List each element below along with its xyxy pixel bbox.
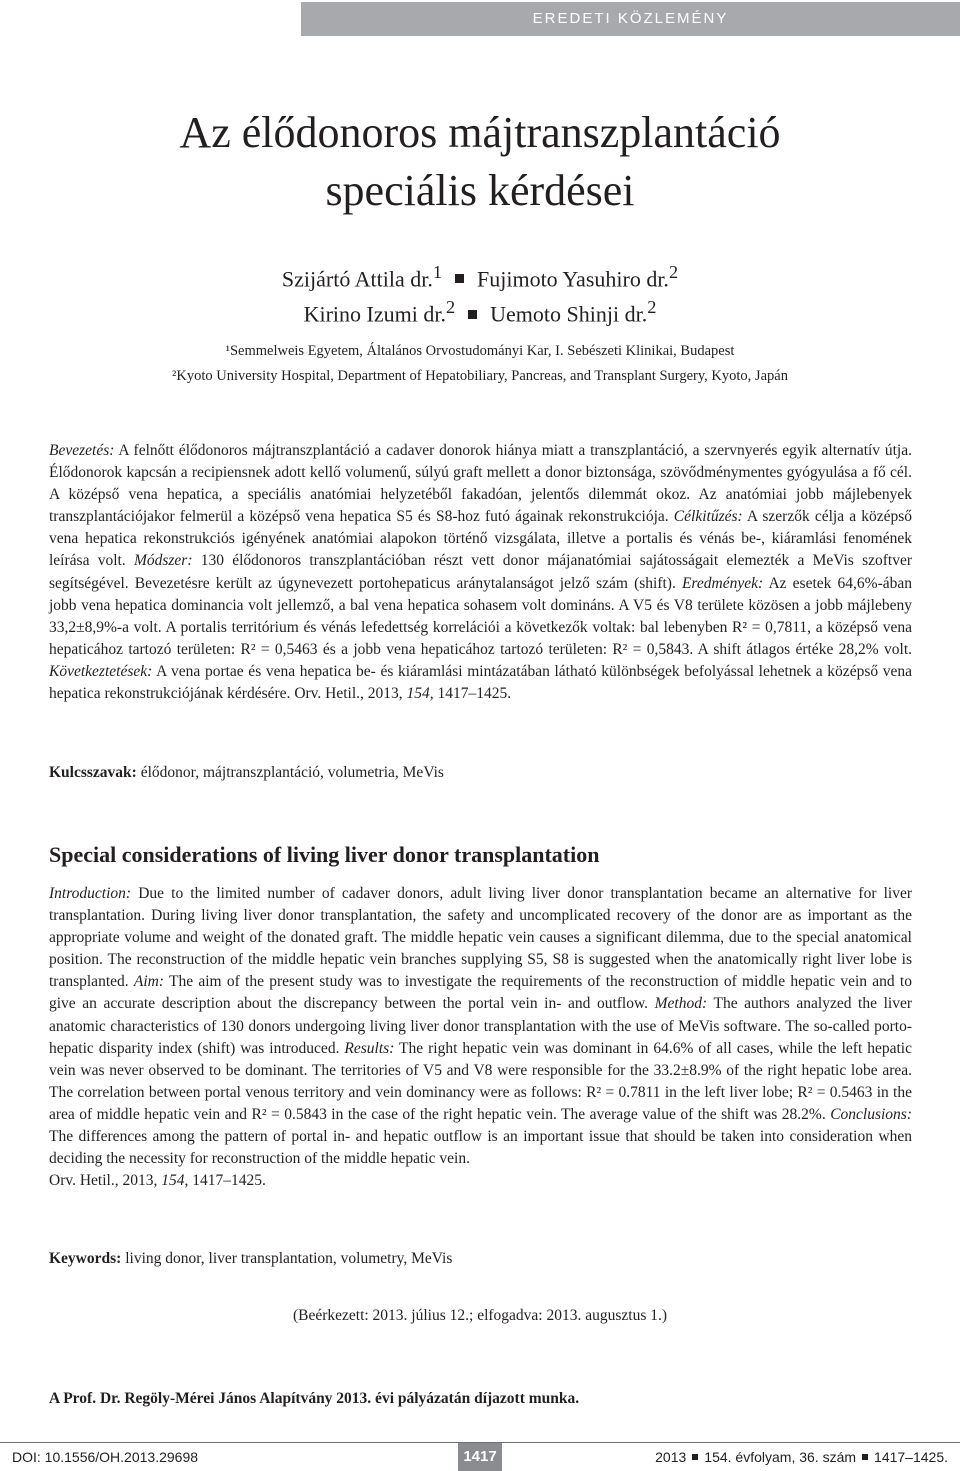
- author-affiliation-marker: 2: [668, 262, 679, 282]
- abstract-intro-label: Bevezetés:: [49, 442, 115, 459]
- affiliation-1: ¹Semmelweis Egyetem, Általános Orvostudományi Kar, I. Sebészeti Klinikai, Budapest: [225, 343, 735, 359]
- title-line-2: speciális kérdései: [325, 166, 635, 215]
- author-name: Uemoto Shinji dr.: [490, 301, 648, 327]
- author-name: Szijártó Attila dr.: [281, 266, 433, 292]
- keywords-text: living donor, liver transplantation, volumetry, MeVis: [121, 1250, 453, 1267]
- issue-year: 2013: [655, 1449, 687, 1465]
- author-line-1: [0, 258, 960, 293]
- abstract-method-text: 130 élődonoros transzplantációban részt vett donor májanatómiai sajátosságait elemezték a MeVis szoftver segítségével. Bevezetésre került az úgynevezett portohepaticus aránytalanságot jelző szám (shift).: [49, 552, 913, 592]
- keywords-label: Kulcsszavak:: [49, 764, 137, 781]
- separator-square-icon: [692, 1454, 698, 1460]
- author-name: Fujimoto Yasuhiro dr.: [477, 266, 669, 292]
- affiliations: [0, 339, 960, 389]
- affiliation-2: ²Kyoto University Hospital, Department of Hepatobiliary, Pancreas, and Transplant Surgery, Kyoto, Japán: [172, 368, 788, 384]
- citation-prefix: Orv. Hetil., 2013,: [49, 1172, 162, 1190]
- citation-pages: 1417–1425.: [188, 1172, 266, 1190]
- abstract-method-text: The authors analyzed the liver anatomic characteristics of 130 donors undergoing living liver donor transplantation with the use of MeVis software. The so-called porto-hepatic disparity index (shift) was introduced.: [49, 995, 912, 1057]
- keywords-label: Keywords:: [49, 1250, 122, 1267]
- abstract-aim-text: The aim of the present study was to investigate the requirements of the reconstruction of middle hepatic vein and to give an accurate description about the discrepancy between the portal vein in- and outflow.: [49, 973, 912, 1013]
- author-affiliation-marker: 2: [647, 297, 657, 318]
- abstract-conclusion-label: Következtetések:: [49, 662, 153, 680]
- award-note: A Prof. Dr. Regöly-Mérei János Alapítvány 2013. évi pályázatán díjazott munka.: [49, 1390, 580, 1407]
- abstract-results-label: Results:: [344, 1039, 395, 1057]
- abstract-results-text: Az esetek 64,6%-ában jobb vena hepatica dominancia volt jellemző, a bal vena hepatica sohasem volt domináns. A V5 és V8 területe közösen a jobb májlebeny 33,2±8,9%-a volt. A portalis territórium és vénás lefedettség korrelációi a következők voltak: bal lebenyben R² = 0,7811, a középső vena hepaticához tartozó területen: R² = 0,5463 és a jobb vena hepaticához tartozó területen: R² = 0,5843. A shift átlagos értéke 28,2% volt.: [49, 574, 912, 658]
- abstract-aim-text: A szerzők célja a középső vena hepatica rekonstrukciós igényének anatómiai alapokon történő vizsgálata, illetve a portalis és vénás be-, kiáramlási fenomének leírása volt.: [49, 508, 912, 570]
- citation-prefix: Orv. Hetil., 2013,: [294, 685, 407, 703]
- abstract-aim-label: Célkitűzés:: [673, 508, 743, 526]
- separator-square-icon: [468, 310, 477, 319]
- abstract-english: [49, 883, 912, 1192]
- received-accepted-dates: (Beérkezett: 2013. július 12.; elfogadva: 2013. augusztus 1.): [292, 1307, 668, 1324]
- keywords-hungarian: [49, 762, 444, 784]
- page-footer: [0, 1442, 960, 1471]
- author-list: [0, 258, 960, 329]
- author-affiliation-marker: 1: [432, 262, 442, 282]
- issue-pages: 1417–1425.: [874, 1449, 948, 1465]
- keywords-english: [49, 1248, 452, 1270]
- author-affiliation-marker: 2: [445, 297, 456, 318]
- abstract-method-label: Módszer:: [133, 552, 193, 570]
- abstract-intro-text: Due to the limited number of cadaver donors, adult living liver donor transplantation became an alternative for liver transplantation. During living liver donor transplantation, the safety and uncomplicated recovery of the donor are as important as the appropriate volume and weight of the donated graft. The middle hepatic vein causes a significant dilemma, due to the special anatomical position. The reconstruction of the middle hepatic vein branches supplying S5, S8 is suggested when the anatomically right liver lobe is transplanted.: [49, 885, 912, 991]
- separator-square-icon: [455, 274, 464, 283]
- citation-volume: 154,: [406, 685, 434, 703]
- abstract-conclusion-label: Conclusions:: [830, 1105, 912, 1123]
- abstract-results-label: Eredmények:: [681, 574, 764, 592]
- article-title: [0, 104, 960, 220]
- abstract-method-label: Method:: [654, 995, 708, 1013]
- keywords-text: élődonor, májtranszplantáció, volumetria, MeVis: [136, 764, 444, 781]
- citation-volume: 154,: [161, 1172, 189, 1190]
- abstract-aim-label: Aim:: [133, 973, 165, 991]
- citation-pages: 1417–1425.: [433, 685, 512, 703]
- abstract-intro-text: A felnőtt élődonoros májtranszplantáció a cadaver donorok hiánya miatt a transzplantáció, a szervnyerés egyik alternatív útja. Élődonorok kapcsán a recipiensnek adott kellő volumenű, súlyú graft mellett a donor biztonsága, szövődménymentes gyógyulása a fő cél. A középső vena hepatica, a speciális anatómiai helyzetéből fakadóan, jelentős dilemmát okoz. Az anatómiai jobb májlebenyek transzplantációjakor felmerül a középső vena hepatica S5 és S8-hoz futó ágainak rekonstrukciója.: [49, 442, 912, 526]
- abstract-conclusion-text: The differences among the pattern of portal in- and hepatic outflow is an important issue that should be taken into consideration when deciding the necessity for reconstruction of the middle hepatic vein.: [49, 1128, 912, 1168]
- page-number: 1417: [458, 1443, 502, 1471]
- issue-info: [655, 1449, 948, 1465]
- abstract-conclusion-text: A vena portae és vena hepatica be- és kiáramlási mintázatában látható különbségek befolyással lehetnek a középső vena hepatica rekonstrukciójának kérdésére.: [49, 662, 912, 703]
- abstract-intro-label: Introduction:: [49, 885, 132, 902]
- separator-square-icon: [862, 1454, 868, 1460]
- section-label: EREDETI KÖZLEMÉNY: [301, 2, 960, 36]
- doi-link[interactable]: DOI: 10.1556/OH.2013.29698: [12, 1449, 199, 1465]
- abstract-results-text: The right hepatic vein was dominant in 64.6% of all cases, while the left hepatic vein was never observed to be dominant. The territories of V5 and V8 were responsible for the 33.2±8.9% of the right hepatic lobe area. The correlation between portal venous territory and vein dominancy were as follows: R² = 0.7811 in the left liver lobe; R² = 0.5463 in the area of middle hepatic vein and R² = 0.5843 in the case of the right hepatic vein. The average value of the shift was 28.2%.: [49, 1039, 912, 1123]
- title-line-1: Az élődonoros májtranszplantáció: [179, 108, 781, 157]
- author-name: Kirino Izumi dr.: [303, 301, 446, 327]
- issue-volume: 154. évfolyam, 36. szám: [704, 1449, 857, 1465]
- english-title: Special considerations of living liver donor transplantation: [49, 842, 600, 867]
- author-line-2: [0, 293, 960, 328]
- abstract-hungarian: [49, 440, 912, 705]
